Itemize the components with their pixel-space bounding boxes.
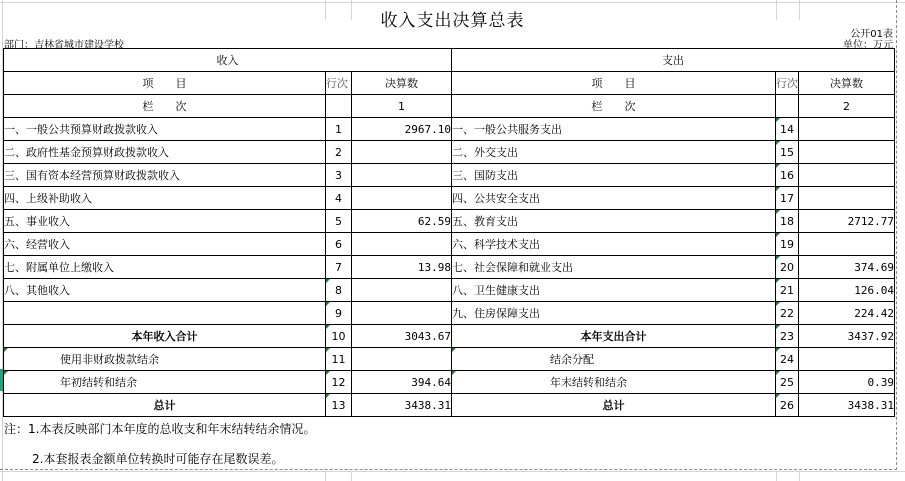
income-item[interactable]: 二、政府性基金预算财政拨款收入 (4, 141, 326, 164)
income-amount[interactable]: 2967.10 (352, 118, 452, 141)
cell-error-marker-icon (326, 371, 330, 375)
income-col-amount[interactable]: 决算数 (352, 72, 452, 95)
expense-amount[interactable]: 224.42 (799, 302, 895, 325)
income-total-amount[interactable]: 3438.31 (352, 394, 452, 417)
income-section-header[interactable]: 收入 (4, 49, 452, 72)
cell-error-marker-icon (326, 348, 330, 352)
column-header-row (4, 72, 895, 95)
expense-rowno[interactable]: 22 (776, 302, 799, 325)
cell-error-marker-icon (326, 394, 330, 398)
expense-item[interactable]: 七、社会保障和就业支出 (452, 256, 776, 279)
table-row (4, 210, 895, 233)
income-col-rowno[interactable]: 行次 (326, 72, 352, 95)
income-expense-table (3, 48, 895, 417)
sheet-gridline (799, 472, 800, 481)
income-item[interactable]: 七、附属单位上缴收入 (4, 256, 326, 279)
cell-error-marker-icon (4, 348, 8, 352)
table-row (4, 141, 895, 164)
income-amount[interactable] (352, 187, 452, 210)
sheet-gridline (0, 2, 905, 3)
income-total-label[interactable]: 总计 (4, 394, 326, 417)
expense-rowno[interactable]: 24 (776, 348, 799, 371)
income-rowno[interactable]: 8 (326, 279, 352, 302)
income-rowno[interactable]: 12 (326, 371, 352, 394)
income-index-rowno[interactable] (326, 95, 352, 118)
table-row (4, 256, 895, 279)
expense-item[interactable]: 一、一般公共服务支出 (452, 118, 776, 141)
expense-rowno[interactable]: 21 (776, 279, 799, 302)
income-rowno[interactable]: 4 (326, 187, 352, 210)
cell-error-marker-icon (326, 325, 330, 329)
table-row (4, 371, 895, 394)
cell-error-marker-icon (776, 164, 780, 168)
expense-col-item[interactable]: 项 目 (452, 72, 776, 95)
expense-item[interactable]: 结余分配 (452, 348, 776, 371)
expense-item[interactable]: 六、科学技术支出 (452, 233, 776, 256)
expense-amount[interactable]: 126.04 (799, 279, 895, 302)
income-col-item[interactable]: 项 目 (4, 72, 326, 95)
section-header-row (4, 49, 895, 72)
note-1: 注：1.本表反映部门本年度的总收支和年末结转结余情况。 (4, 422, 316, 436)
note-2: 2.本套报表金额单位转换时可能存在尾数误差。 (32, 452, 284, 466)
expense-item[interactable]: 四、公共安全支出 (452, 187, 776, 210)
cell-error-marker-icon (776, 141, 780, 145)
income-amount[interactable]: 13.98 (352, 256, 452, 279)
sheet-gridline (351, 472, 352, 481)
income-rowno[interactable]: 5 (326, 210, 352, 233)
expense-item[interactable]: 五、教育支出 (452, 210, 776, 233)
expense-item[interactable]: 三、国防支出 (452, 164, 776, 187)
income-rowno[interactable]: 6 (326, 233, 352, 256)
expense-amount[interactable]: 374.69 (799, 256, 895, 279)
expense-rowno[interactable]: 17 (776, 187, 799, 210)
table-row (4, 233, 895, 256)
table-row-total (4, 394, 895, 417)
income-rowno[interactable]: 3 (326, 164, 352, 187)
income-rowno[interactable]: 1 (326, 118, 352, 141)
expense-rowno[interactable]: 20 (776, 256, 799, 279)
income-rowno[interactable]: 13 (326, 394, 352, 417)
cell-error-marker-icon (776, 256, 780, 260)
sheet-gridline (0, 471, 905, 472)
expense-rowno[interactable]: 19 (776, 233, 799, 256)
income-amount[interactable] (352, 164, 452, 187)
cell-error-marker-icon (4, 371, 8, 375)
table-row (4, 187, 895, 210)
income-amount[interactable]: 394.64 (352, 371, 452, 394)
income-amount[interactable] (352, 302, 452, 325)
cell-error-marker-icon (776, 394, 780, 398)
expense-item[interactable]: 九、住房保障支出 (452, 302, 776, 325)
page-break-horizontal (0, 469, 897, 470)
income-item[interactable]: 六、经营收入 (4, 233, 326, 256)
cell-error-marker-icon (776, 187, 780, 191)
report-title: 收入支出决算总表 (380, 11, 525, 31)
expense-rowno[interactable]: 23 (776, 325, 799, 348)
income-amount[interactable] (352, 348, 452, 371)
income-amount[interactable] (352, 141, 452, 164)
cell-error-marker-icon (776, 348, 780, 352)
income-item[interactable]: 一、一般公共预算财政拨款收入 (4, 118, 326, 141)
expense-rowno[interactable]: 15 (776, 141, 799, 164)
cell-error-marker-icon (776, 371, 780, 375)
expense-amount[interactable] (799, 141, 895, 164)
expense-amount[interactable]: 0.39 (799, 371, 895, 394)
sheet-gridline (325, 472, 326, 481)
table-row-subtotal (4, 325, 895, 348)
expense-subtotal-amount[interactable]: 3437.92 (799, 325, 895, 348)
income-amount[interactable] (352, 279, 452, 302)
income-rowno[interactable]: 10 (326, 325, 352, 348)
income-rowno[interactable]: 9 (326, 302, 352, 325)
department-label: 部门：吉林省城市建设学校 (4, 40, 124, 51)
income-item[interactable]: 四、上级补助收入 (4, 187, 326, 210)
table-row (4, 348, 895, 371)
expense-index-rowno[interactable] (776, 95, 799, 118)
cell-error-marker-icon (326, 279, 330, 283)
income-amount[interactable] (352, 233, 452, 256)
table-row (4, 118, 895, 141)
expense-index-value[interactable]: 2 (799, 95, 895, 118)
income-rowno[interactable]: 7 (326, 256, 352, 279)
income-subtotal-amount[interactable]: 3043.67 (352, 325, 452, 348)
cell-error-marker-icon (776, 325, 780, 329)
income-rowno[interactable]: 2 (326, 141, 352, 164)
cell-error-marker-icon (776, 279, 780, 283)
income-index-label[interactable]: 栏 次 (4, 95, 326, 118)
expense-amount[interactable] (799, 187, 895, 210)
cell-error-marker-icon (776, 210, 780, 214)
income-item[interactable]: 三、国有资本经营预算财政拨款收入 (4, 164, 326, 187)
expense-amount[interactable]: 2712.77 (799, 210, 895, 233)
table-row (4, 164, 895, 187)
form-code: 公开01表 (850, 29, 893, 40)
page-break-vertical (896, 0, 897, 470)
income-item[interactable]: 八、其他收入 (4, 279, 326, 302)
income-item[interactable]: 五、事业收入 (4, 210, 326, 233)
income-subtotal-label[interactable]: 本年收入合计 (4, 325, 326, 348)
table-row (4, 302, 895, 325)
income-rowno[interactable]: 11 (326, 348, 352, 371)
expense-total-amount[interactable]: 3438.31 (799, 394, 895, 417)
cell-error-marker-icon (776, 233, 780, 237)
income-item[interactable]: 年初结转和结余 (4, 371, 326, 394)
expense-rowno[interactable]: 26 (776, 394, 799, 417)
expense-rowno[interactable]: 25 (776, 371, 799, 394)
unit-label: 单位：万元 (843, 40, 893, 51)
table-row (4, 279, 895, 302)
cell-error-marker-icon (452, 371, 456, 375)
expense-rowno[interactable]: 18 (776, 210, 799, 233)
expense-amount[interactable] (799, 164, 895, 187)
expense-index-label[interactable]: 栏 次 (452, 95, 776, 118)
index-row (4, 95, 895, 118)
cell-error-marker-icon (776, 118, 780, 122)
cell-error-marker-icon (452, 348, 456, 352)
expense-subtotal-label[interactable]: 本年支出合计 (452, 325, 776, 348)
expense-rowno[interactable]: 14 (776, 118, 799, 141)
expense-amount[interactable] (799, 233, 895, 256)
expense-amount[interactable] (799, 348, 895, 371)
cell-error-marker-icon (326, 302, 330, 306)
income-item[interactable] (4, 302, 326, 325)
income-amount[interactable]: 62.59 (352, 210, 452, 233)
income-index-value[interactable]: 1 (352, 95, 452, 118)
income-item[interactable]: 使用非财政拨款结余 (4, 348, 326, 371)
expense-section-header[interactable]: 支出 (452, 49, 895, 72)
expense-item[interactable]: 八、卫生健康支出 (452, 279, 776, 302)
sheet-gridline (776, 472, 777, 481)
expense-item[interactable]: 年末结转和结余 (452, 371, 776, 394)
cell-error-marker-icon (776, 302, 780, 306)
expense-item[interactable]: 二、外交支出 (452, 141, 776, 164)
expense-total-label[interactable]: 总计 (452, 394, 776, 417)
expense-rowno[interactable]: 16 (776, 164, 799, 187)
expense-amount[interactable] (799, 118, 895, 141)
expense-col-rowno[interactable]: 行次 (776, 72, 799, 95)
expense-col-amount[interactable]: 决算数 (799, 72, 895, 95)
row-selection-indicator (0, 369, 3, 391)
